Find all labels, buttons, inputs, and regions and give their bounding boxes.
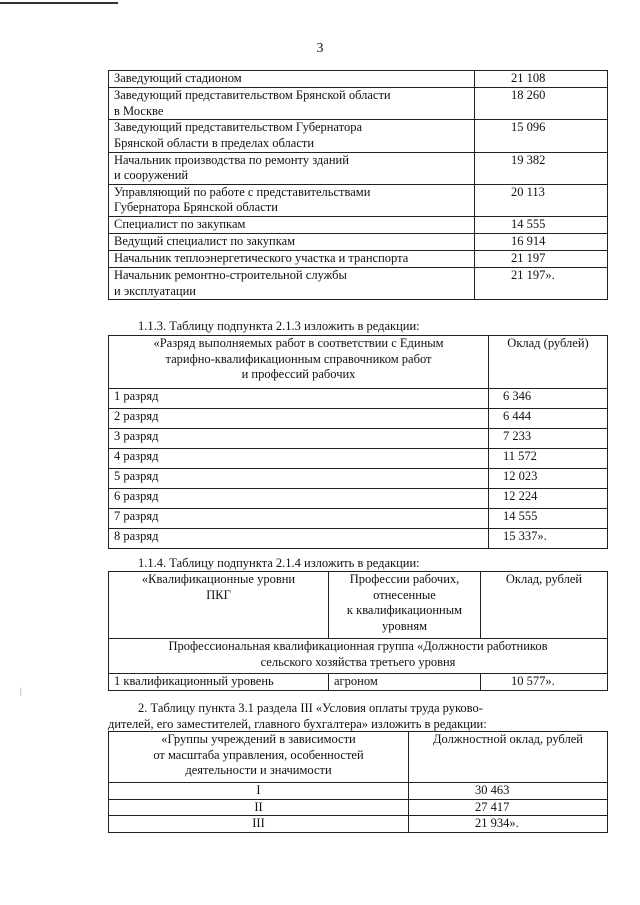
grade-cell: 4 разряд [109,449,489,469]
salary-cell: 21 197 [475,251,608,268]
table-row [109,816,608,833]
qualification-level-cell: 1 квалификационный уровень [109,674,329,691]
profession-cell: агроном [329,674,481,691]
table-row [109,251,608,268]
table-row [109,268,608,300]
salary-cell: 12 224 [489,489,608,509]
position-cell: Специалист по закупкам [109,217,475,234]
table-row [109,409,608,429]
position-cell: Заведующий представительством Губернатора Брянской области в пределах области [109,120,475,152]
group-cell: I [109,783,409,800]
salary-cell: 27 417 [409,799,608,816]
salary-cell: 12 023 [489,469,608,489]
table-row [109,783,608,800]
salary-cell: 21 108 [475,71,608,88]
groups-header-right: Должностной оклад, рублей [409,732,608,783]
grade-cell: 1 разряд [109,389,489,409]
paragraph-2: 2. Таблицу пункта 3.1 раздела III «Условия оплаты труда руково- дителей, его заместителей, главного бухгалтера» изложить в редакции: [108,701,487,731]
positions-salary-table [108,70,608,300]
table-row [109,469,608,489]
position-cell: Ведущий специалист по закупкам [109,234,475,251]
salary-cell: 15 337». [489,529,608,549]
table-row [109,449,608,469]
position-cell: Начальник производства по ремонту зданий и сооружений [109,152,475,184]
group-cell: III [109,816,409,833]
grades-header-right: Оклад (рублей) [489,336,608,389]
worker-grades-table [108,335,608,549]
table-row [109,429,608,449]
table-row [109,509,608,529]
table-row [109,389,608,409]
qualification-levels-table [108,571,608,691]
grade-cell: 3 разряд [109,429,489,449]
salary-cell: 18 260 [475,88,608,120]
table-row [109,529,608,549]
salary-cell: 14 555 [475,217,608,234]
top-rule [0,2,118,4]
grade-cell: 6 разряд [109,489,489,509]
salary-cell: 11 572 [489,449,608,469]
grade-cell: 7 разряд [109,509,489,529]
table-row [109,217,608,234]
position-cell: Начальник теплоэнергетического участка и транспорта [109,251,475,268]
table-row [109,71,608,88]
salary-cell: 20 113 [475,184,608,216]
salary-cell: 7 233 [489,429,608,449]
professional-group-row: Профессиональная квалификационная группа «Должности работников сельского хозяйства третьего уровня [109,639,608,674]
salary-cell: 14 555 [489,509,608,529]
position-cell: Заведующий представительством Брянской области в Москве [109,88,475,120]
pkg-header: «Квалификационные уровни ПКГ [109,572,329,639]
paragraph-1-1-3: 1.1.3. Таблицу подпункта 2.1.3 изложить в редакции: [138,319,420,333]
salary-cell: 6 444 [489,409,608,429]
table-row [109,184,608,216]
grade-cell: 8 разряд [109,529,489,549]
position-cell: Заведующий стадионом [109,71,475,88]
salary-header: Оклад, рублей [481,572,608,639]
salary-cell: 15 096 [475,120,608,152]
salary-cell: 19 382 [475,152,608,184]
grade-cell: 5 разряд [109,469,489,489]
salary-cell: 21 197». [475,268,608,300]
salary-cell: 6 346 [489,389,608,409]
margin-mark: | [20,686,22,696]
salary-cell: 21 934». [409,816,608,833]
table-row [109,234,608,251]
group-cell: II [109,799,409,816]
table-row [109,88,608,120]
salary-cell: 30 463 [409,783,608,800]
table-row [109,120,608,152]
professions-header: Профессии рабочих, отнесенные к квалификационным уровням [329,572,481,639]
grades-header-left: «Разряд выполняемых работ в соответствии с Единым тарифно-квалификационным справочником работ и профессий рабочих [109,336,489,389]
table-row [109,799,608,816]
groups-header-left: «Группы учреждений в зависимости от масштаба управления, особенностей деятельности и значимости [109,732,409,783]
salary-cell: 16 914 [475,234,608,251]
position-cell: Начальник ремонтно-строительной службы и эксплуатации [109,268,475,300]
paragraph-1-1-4: 1.1.4. Таблицу подпункта 2.1.4 изложить в редакции: [138,556,420,570]
salary-cell: 10 577». [481,674,608,691]
grade-cell: 2 разряд [109,409,489,429]
table-row [109,489,608,509]
position-cell: Управляющий по работе с представительствами Губернатора Брянской области [109,184,475,216]
institution-groups-table [108,731,608,833]
page-number: 3 [316,41,324,56]
table-row [109,152,608,184]
